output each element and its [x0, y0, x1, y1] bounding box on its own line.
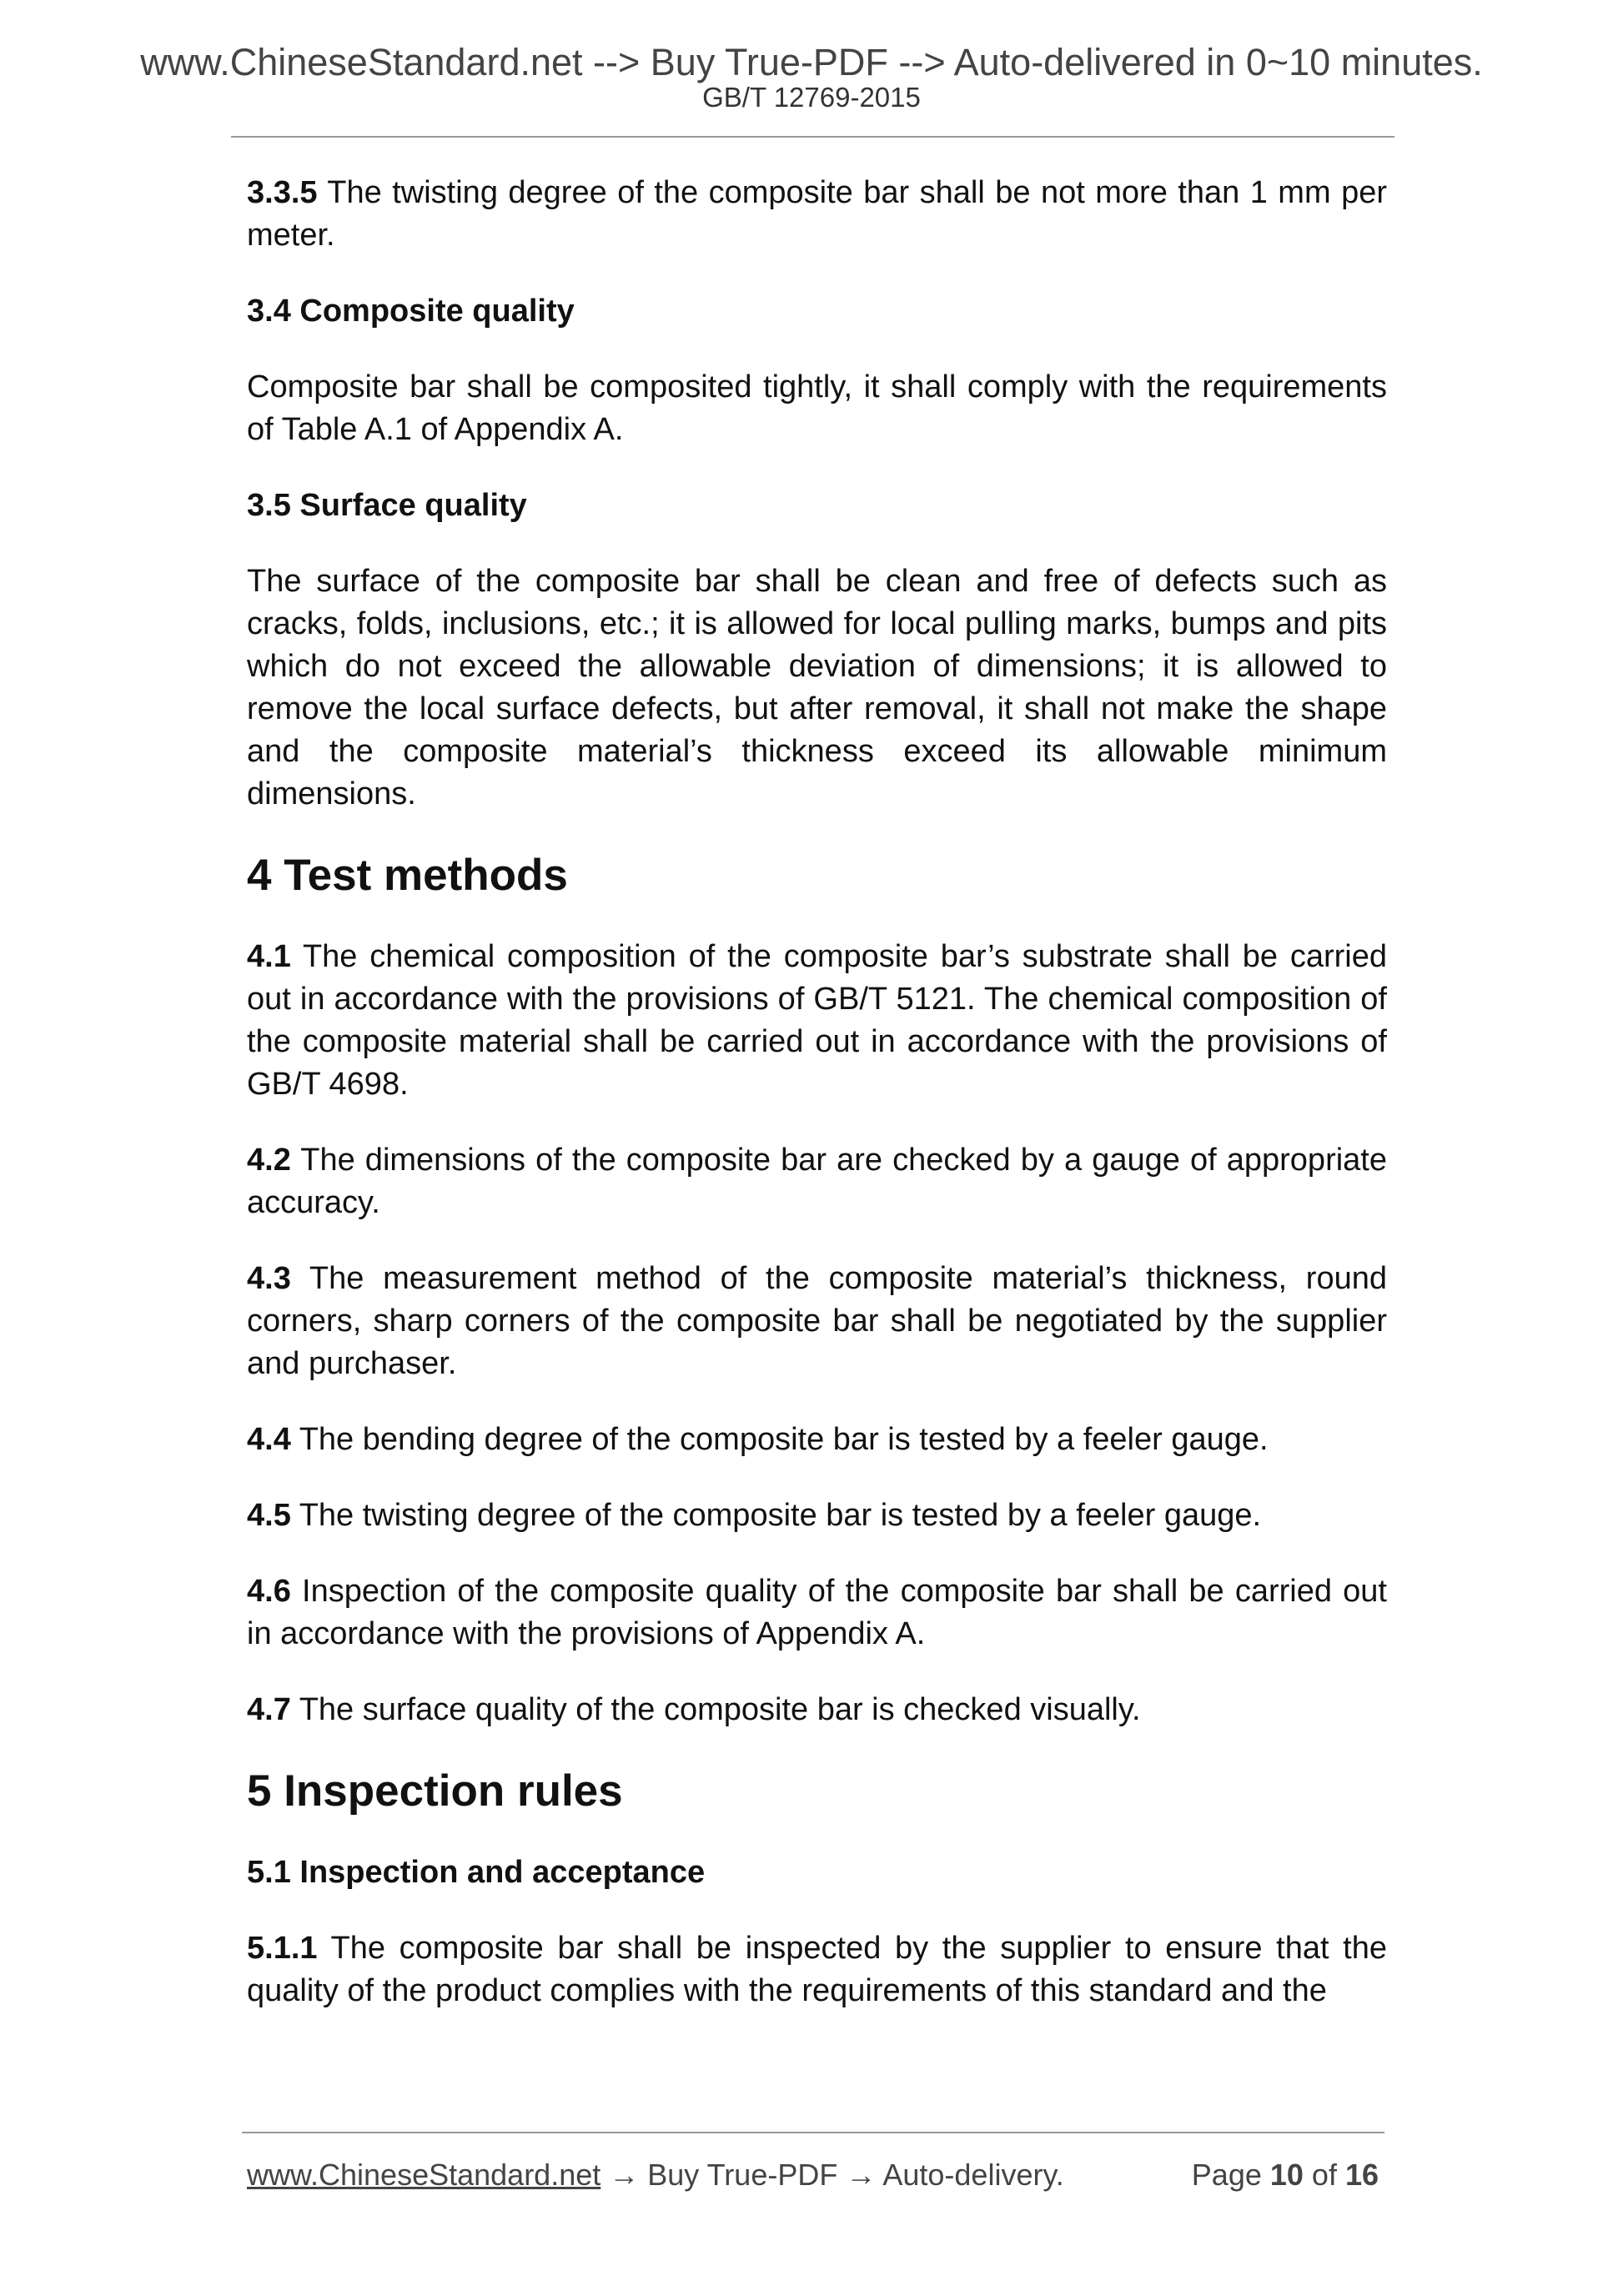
clause-4-7 [247, 1689, 1387, 1731]
heading-3-4: 3.4 Composite quality [247, 294, 575, 329]
footer-arrow: → [600, 2158, 648, 2192]
footer-auto-text: Auto-delivery. [882, 2158, 1064, 2192]
page-label: Page [1191, 2158, 1270, 2192]
clause-4-4 [247, 1419, 1387, 1461]
clause-text: The measurement method of the composite material’s thickness, round corners, sharp corners of the composite bar shall be negotiated by the supplier and purchaser. [247, 1261, 1387, 1381]
clause-text: The chemical composition of the composite bar’s substrate shall be carried out in accordance with the provisions of GB/T 5121. The chemical composition of the composite material shall be carried out in accordance with the provisions of GB/T 4698. [247, 939, 1387, 1102]
clause-4-3 [247, 1258, 1387, 1385]
clause-text: The surface quality of the composite bar is checked visually. [290, 1692, 1141, 1727]
clause-text: The composite bar shall be inspected by the supplier to ensure that the quality of the product complies with the requirements of this standard and the [247, 1931, 1387, 2008]
heading-3-5: 3.5 Surface quality [247, 488, 527, 523]
clause-4-5 [247, 1495, 1387, 1537]
page-number: 10 [1269, 2158, 1304, 2192]
footer-site-link[interactable]: www.ChineseStandard.net [247, 2158, 601, 2192]
site-banner: www.ChineseStandard.net --> Buy True-PDF --> Auto-delivered in 0~10 minutes. [140, 41, 1483, 83]
clause-number: 3.3.5 [247, 175, 318, 210]
of-label: of [1303, 2158, 1345, 2192]
clause-4-2 [247, 1139, 1387, 1224]
clause-4-1 [247, 936, 1387, 1106]
clause-text: The twisting degree of the composite bar shall be not more than 1 mm per meter. [247, 175, 1387, 253]
header-divider [231, 136, 1394, 138]
clause-number: 4.6 [247, 1574, 291, 1609]
page-total: 16 [1344, 2158, 1379, 2192]
clause-number: 4.2 [247, 1143, 291, 1178]
standard-code: GB/T 12769-2015 [702, 82, 921, 113]
clause-text: The twisting degree of the composite bar is tested by a feeler gauge. [290, 1498, 1262, 1533]
footer-arrow: → [837, 2158, 883, 2192]
clause-text: The dimensions of the composite bar are checked by a gauge of appropriate accuracy. [247, 1143, 1387, 1220]
heading-5-1: 5.1 Inspection and acceptance [247, 1855, 706, 1890]
clause-text: The bending degree of the composite bar is tested by a feeler gauge. [290, 1422, 1269, 1457]
page-counter [1192, 2157, 1379, 2193]
clause-number: 4.7 [247, 1692, 291, 1727]
footer-buy-text: Buy True-PDF [647, 2158, 838, 2192]
heading-4-test-methods: 4 Test methods [247, 851, 568, 900]
clause-text: Inspection of the composite quality of the composite bar shall be carried out in accordance with the provisions of Appendix A. [247, 1574, 1387, 1651]
clause-4-6 [247, 1570, 1387, 1655]
clause-number: 4.3 [247, 1261, 291, 1296]
footer-promo [247, 2157, 1064, 2193]
clause-number: 4.4 [247, 1422, 291, 1457]
clause-3-3-5 [247, 172, 1387, 257]
clause-number: 4.1 [247, 939, 291, 974]
clause-number: 5.1.1 [247, 1931, 318, 1966]
heading-5-inspection-rules: 5 Inspection rules [247, 1766, 623, 1816]
footer-divider [242, 2132, 1384, 2133]
document-body [247, 172, 1387, 2046]
clause-number: 4.5 [247, 1498, 291, 1533]
clause-3-4-text: Composite bar shall be composited tightly, it shall comply with the requirements of Table A.1 of Appendix A. [247, 369, 1387, 447]
clause-3-5-text: The surface of the composite bar shall be clean and free of defects such as cracks, folds, inclusions, etc.; it is allowed for local pulling marks, bumps and pits which do not exceed the allowable deviation of dimensions; it is allowed to remove the local surface defects, but after removal, it shall not make the shape and the composite material’s thickness exceed its allowable minimum dimensions. [247, 564, 1387, 811]
clause-5-1-1 [247, 1927, 1387, 2012]
